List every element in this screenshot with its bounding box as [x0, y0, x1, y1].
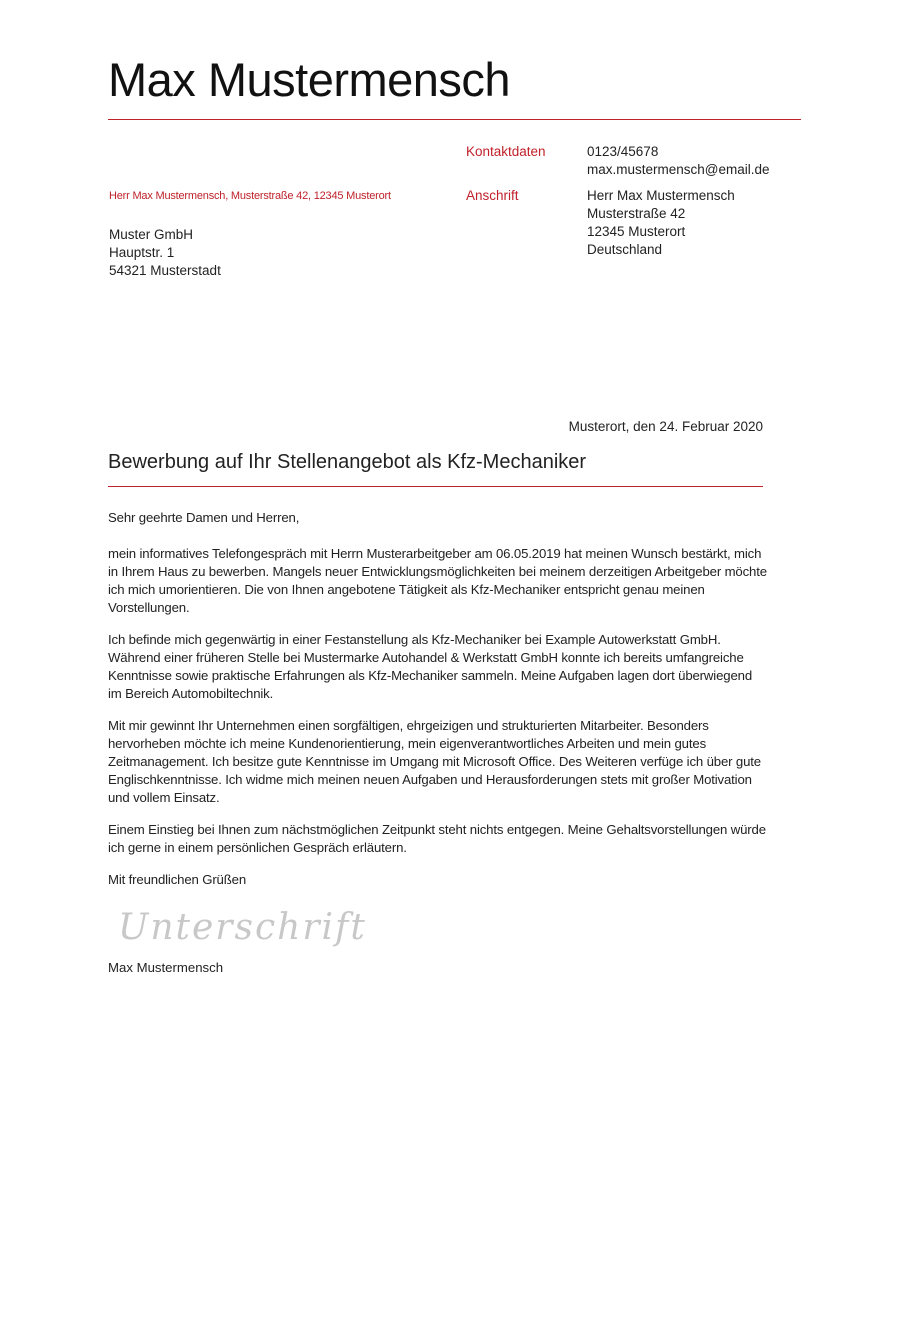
body-paragraph: Einem Einstieg bei Ihnen zum nächstmöglichen Zeitpunkt steht nichts entgegen. Meine Gehaltsvorstellungen würde ich gerne in einem persönlichen Gespräch erläutern. — [108, 822, 766, 855]
subject-divider — [108, 486, 763, 487]
address-line: Herr Max Mustermensch — [587, 188, 735, 203]
header-divider — [108, 119, 801, 120]
recipient-line: Hauptstr. 1 — [109, 245, 175, 260]
contact-details — [587, 143, 770, 179]
body-paragraph: Ich befinde mich gegenwärtig in einer Festanstellung als Kfz-Mechaniker bei Example Autowerkstatt GmbH. Während einer früheren Stelle bei Mustermarke Autohandel & Werkstatt GmbH konnte ich bereits umfangreiche Kenntnisse sowie praktische Erfahrungen als Kfz-Mechaniker sammeln. Meine Aufgaben lagen dort überwiegend im Bereich Automobiltechnik. — [108, 632, 752, 701]
signature-image: Unterschrift — [118, 907, 367, 948]
applicant-name: Max Mustermensch — [108, 53, 511, 106]
address-details — [587, 187, 735, 259]
address-line: 12345 Musterort — [587, 224, 686, 239]
body-paragraph: mein informatives Telefongespräch mit Herrn Musterarbeitgeber am 06.05.2019 hat meinen Wunsch bestärkt, mich in Ihrem Haus zu bewerben. Mangels neuer Entwicklungsmöglichkeiten bei meinem derzeitigen Arbeitgeber möchte ich mich umorientieren. Die von Ihnen angebotene Tätigkeit als Kfz-Mechaniker entspricht genau meinen Vorstellungen. — [108, 546, 767, 615]
contact-label: Kontaktdaten — [466, 144, 546, 159]
body-paragraph: Mit mir gewinnt Ihr Unternehmen einen sorgfältigen, ehrgeizigen und strukturierten Mitarbeiter. Besonders hervorheben möchte ich meine Kundenorientierung, mein eigenverantwortliches Arbeiten und mein gutes Zeitmanagement. Ich besitze gute Kenntnisse im Umgang mit Microsoft Office. Des Weiteren verfüge ich über gute Englischkenntnisse. Ich widme mich meinen neuen Aufgaben und Herausforderungen stets mit großer Motivation und vollem Einsatz. — [108, 718, 761, 805]
recipient-line: Muster GmbH — [109, 227, 194, 242]
salutation: Sehr geehrte Damen und Herren, — [108, 510, 300, 525]
letter-date: Musterort, den 24. Februar 2020 — [568, 419, 763, 434]
address-line: Musterstraße 42 — [587, 206, 686, 221]
closing: Mit freundlichen Grüßen — [108, 872, 247, 887]
recipient-line: 54321 Musterstadt — [109, 263, 221, 278]
sender-return-address: Herr Max Mustermensch, Musterstraße 42, 12345 Musterort — [109, 190, 391, 202]
recipient-address — [109, 226, 221, 280]
letter-body — [108, 509, 768, 903]
address-line: Deutschland — [587, 242, 663, 257]
signed-name: Max Mustermensch — [108, 960, 224, 975]
address-label: Anschrift — [466, 188, 519, 203]
contact-email: max.mustermensch@email.de — [587, 162, 770, 177]
contact-phone: 0123/45678 — [587, 144, 659, 159]
letter-subject: Bewerbung auf Ihr Stellenangebot als Kfz-Mechaniker — [108, 451, 587, 473]
